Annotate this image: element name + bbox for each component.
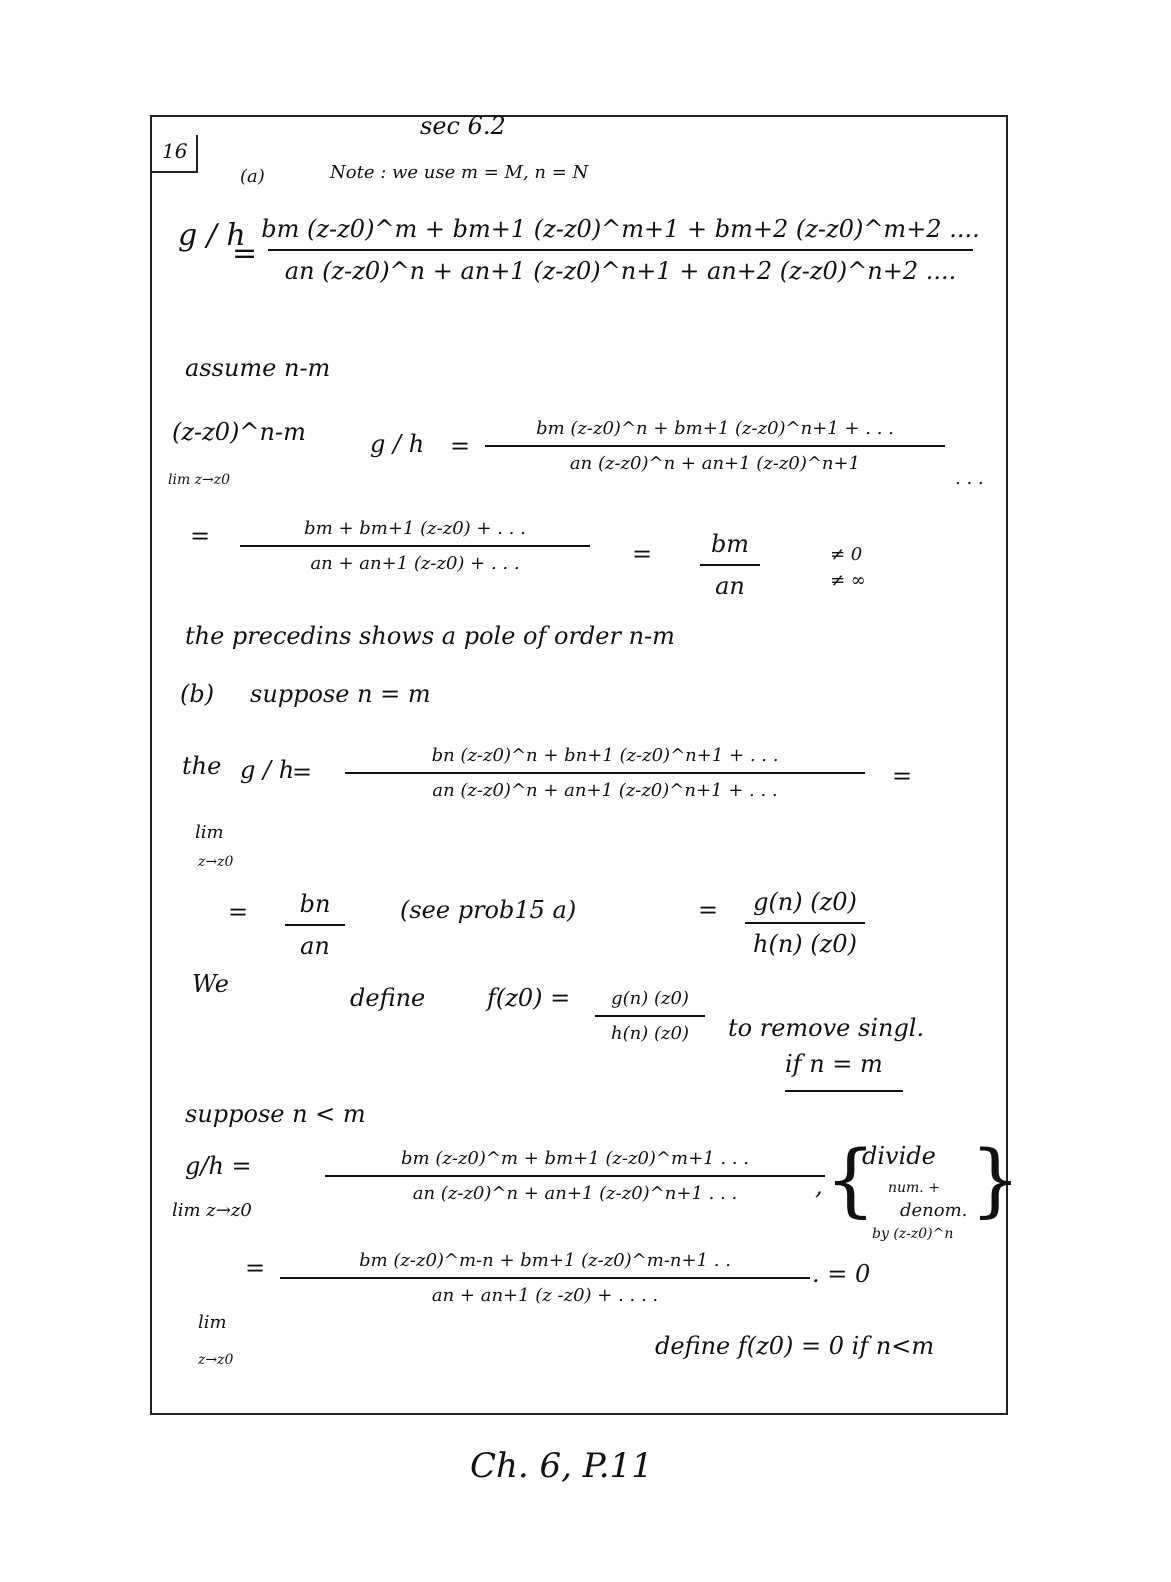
- an-denominator: an: [300, 932, 330, 960]
- underline: [785, 1090, 903, 1092]
- less-order-denominator: an (z-z0)^n + an+1 (z-z0)^n+1 . . .: [412, 1183, 738, 1204]
- shifted-numerator: bm (z-z0)^n + bm+1 (z-z0)^n+1 + . . .: [536, 418, 894, 439]
- the-word: the: [182, 752, 222, 780]
- fraction-bar: [280, 1277, 810, 1279]
- lim-text: lim: [195, 822, 224, 843]
- less-order-numerator: bm (z-z0)^m + bm+1 (z-z0)^m+1 . . .: [401, 1148, 749, 1169]
- lhs-factor: (z-z0)^n-m: [172, 418, 306, 446]
- equal-order-denominator: an (z-z0)^n + an+1 (z-z0)^n+1 + . . .: [432, 780, 778, 801]
- ratio-denominator: an: [715, 572, 745, 600]
- ratio-numerator: bm: [710, 530, 750, 558]
- part-a-label: (a): [240, 166, 265, 187]
- fraction-bar: [745, 922, 865, 924]
- g-slash-h: g/h =: [185, 1152, 252, 1180]
- shifted-fraction: [485, 418, 945, 474]
- problem-number: 16: [150, 135, 198, 173]
- fraction-bar: [595, 1015, 705, 1017]
- equals-sign-3: =: [190, 522, 211, 550]
- suppose-equal: suppose n = m: [250, 680, 431, 708]
- define-word: define: [350, 984, 426, 1012]
- equals-sign: =: [232, 236, 258, 271]
- section-heading: sec 6.2: [420, 112, 506, 140]
- definition-denominator: h(n) (z0): [611, 1023, 689, 1044]
- comma: ,: [815, 1172, 823, 1200]
- equals-sign-c: =: [245, 1254, 266, 1282]
- trailing-equals: =: [892, 762, 913, 790]
- equals-sign-4: =: [632, 540, 653, 568]
- assume-text: assume n-m: [185, 354, 331, 382]
- bn-an-fraction: [285, 890, 345, 960]
- definition-fraction: [595, 988, 705, 1044]
- reduced-denominator: an + an+1 (z-z0) + . . .: [310, 553, 520, 574]
- equals-sign-b3: =: [698, 896, 719, 924]
- series-fraction: [261, 215, 980, 285]
- conclusion-text: the precedins shows a pole of order n-m: [185, 622, 675, 650]
- see-reference: (see prob15 a): [400, 896, 577, 924]
- lim-subscript-c: z→z0: [198, 1352, 234, 1368]
- series-numerator: bm (z-z0)^m + bm+1 (z-z0)^m+1 + bm+2 (z-z0)^m+2 ....: [261, 215, 980, 243]
- g-derivative: g(n) (z0): [753, 888, 857, 916]
- lim-text-c: lim: [198, 1312, 227, 1333]
- limit-label-c: lim z→z0: [172, 1200, 252, 1221]
- fraction-bar: [325, 1175, 825, 1177]
- define-zero: define f(z0) = 0 if n<m: [655, 1332, 935, 1360]
- note-text: Note : we use m = M, n = N: [330, 162, 589, 183]
- reduced-numerator: bm + bm+1 (z-z0) + . . .: [304, 518, 526, 539]
- reduced-fraction: [240, 518, 590, 574]
- lim-subscript: z→z0: [198, 854, 234, 870]
- limit-label: lim z→z0: [168, 472, 231, 488]
- equals-sign-2: =: [450, 432, 471, 460]
- less-order-fraction: [325, 1148, 825, 1204]
- fraction-bar: [285, 924, 345, 926]
- remove-singularity: to remove singl.: [728, 1014, 925, 1042]
- divided-denominator: an + an+1 (z -z0) + . . . .: [431, 1285, 659, 1306]
- fraction-numerator: g / h: [178, 218, 246, 253]
- divided-numerator: bm (z-z0)^m-n + bm+1 (z-z0)^m-n+1 . .: [359, 1250, 731, 1271]
- fraction-bar: [345, 772, 865, 774]
- lhs-fraction: g / h: [370, 430, 425, 458]
- divided-fraction: [280, 1250, 810, 1306]
- suppose-less: suppose n < m: [185, 1100, 366, 1128]
- limit-result: . = 0: [812, 1260, 871, 1288]
- g-over-h: g / h: [240, 756, 295, 784]
- equal-order-numerator: bn (z-z0)^n + bn+1 (z-z0)^n+1 + . . .: [431, 745, 779, 766]
- right-brace: }: [970, 1133, 1021, 1226]
- note-divide: divide: [862, 1142, 936, 1170]
- not-infinity: ≠ ∞: [830, 570, 866, 591]
- not-zero: ≠ 0: [830, 544, 863, 565]
- equals-sign-b: =: [292, 758, 313, 786]
- h-derivative: h(n) (z0): [753, 930, 857, 958]
- shifted-denominator: an (z-z0)^n + an+1 (z-z0)^n+1: [569, 453, 861, 474]
- if-n-equals-m: if n = m: [785, 1050, 883, 1078]
- fraction-bar: [240, 545, 590, 547]
- trailing-dots: . . .: [955, 468, 984, 489]
- we-word: We: [192, 970, 229, 998]
- bn-numerator: bn: [299, 890, 331, 918]
- fraction-bar: [268, 249, 973, 251]
- ratio-fraction: [700, 530, 760, 600]
- fraction-bar: [700, 564, 760, 566]
- definition-numerator: g(n) (z0): [611, 988, 689, 1009]
- derivative-fraction: [745, 888, 865, 958]
- part-b-label: (b): [180, 680, 215, 708]
- note-by: by (z-z0)^n: [872, 1226, 954, 1242]
- series-denominator: an (z-z0)^n + an+1 (z-z0)^n+1 + an+2 (z-z0)^n+2 ....: [284, 257, 957, 285]
- fraction-bar: [485, 445, 945, 447]
- note-num: num. +: [888, 1180, 940, 1196]
- equals-sign-b2: =: [228, 898, 249, 926]
- f-z0: f(z0) =: [487, 984, 571, 1012]
- page-footer: Ch. 6, P.11: [470, 1446, 653, 1486]
- note-denom: denom.: [900, 1200, 968, 1221]
- equal-order-fraction: [345, 745, 865, 801]
- left-brace: {: [825, 1133, 876, 1226]
